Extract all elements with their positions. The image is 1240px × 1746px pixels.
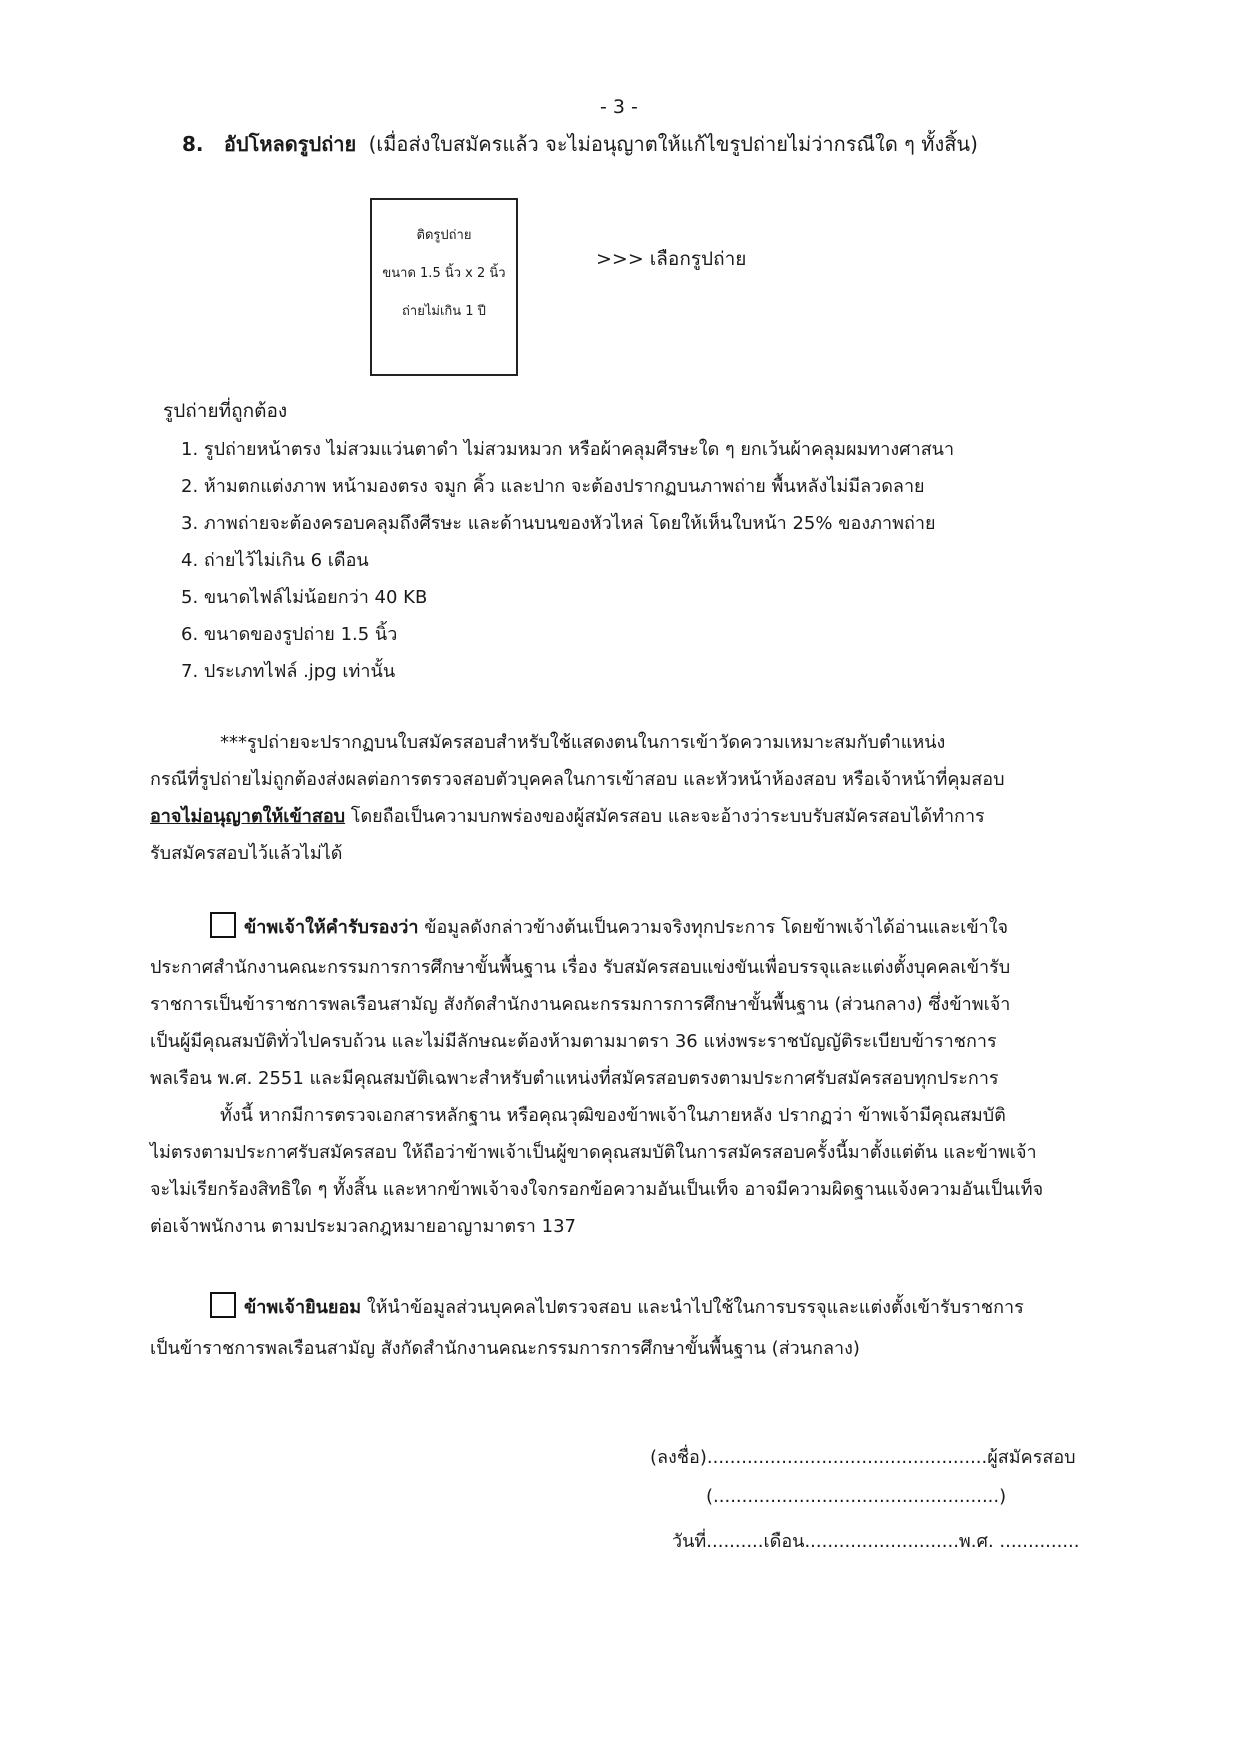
certify-line-rest: ข้อมูลดังกล่าวข้างต้นเป็นความจริงทุกประการ โดยข้าพเจ้าได้อ่านและเข้าใจ <box>418 917 1009 938</box>
warning-line: ***รูปถ่ายจะปรากฏบนใบสมัครสอบสำหรับใช้แสดงตนในการเข้าวัดความเหมาะสมกับตำแหน่ง <box>220 732 946 753</box>
warning-line: รับสมัครสอบไว้แล้วไม่ได้ <box>150 843 343 864</box>
signature-line[interactable]: (ลงชื่อ).................................................ผู้สมัครสอบ <box>650 1447 1076 1468</box>
requirement-item: 6. ขนาดของรูปถ่าย 1.5 นิ้ว <box>181 624 398 645</box>
section-number: 8. <box>182 132 204 156</box>
photo-box-line-2: ขนาด 1.5 นิ้ว x 2 นิ้ว <box>382 266 506 281</box>
photo-box-line-3: ถ่ายไม่เกิน 1 ปี <box>402 304 486 319</box>
requirement-item: 3. ภาพถ่ายจะต้องครอบคลุมถึงศีรษะ และด้านบนของหัวไหล่ โดยให้เห็นใบหน้า 25% ของภาพถ่าย <box>181 513 936 534</box>
requirements-heading: รูปถ่ายที่ถูกต้อง <box>163 400 288 422</box>
consent-line <box>244 1292 1024 1321</box>
certify-line: ประกาศสำนักงานคณะกรรมการการศึกษาขั้นพื้นฐาน เรื่อง รับสมัครสอบแข่งขันเพื่อบรรจุและแต่งตั้งบุคคลเข้ารับ <box>150 957 1011 978</box>
certify-line <box>244 912 1008 941</box>
date-line[interactable]: วันที่..........เดือน...........................พ.ศ. .............. <box>672 1531 1080 1552</box>
certify-line: จะไม่เรียกร้องสิทธิใด ๆ ทั้งสิ้น และหากข้าพเจ้าจงใจกรอกข้อความอันเป็นเท็จ อาจมีความผิดฐานแจ้งความอันเป็นเท็จ <box>150 1179 1044 1200</box>
certify-line: ราชการเป็นข้าราชการพลเรือนสามัญ สังกัดสำนักงานคณะกรรมการการศึกษาขั้นพื้นฐาน (ส่วนกลาง) ซึ่งข้าพเจ้า <box>150 994 1011 1015</box>
certify-label: ข้าพเจ้าให้คำรับรองว่า <box>244 917 419 938</box>
certify-line: ไม่ตรงตามประกาศรับสมัครสอบ ให้ถือว่าข้าพเจ้าเป็นผู้ขาดคุณสมบัติในการสมัครสอบครั้งนี้มาตั้งแต่ต้น และข้าพเจ้า <box>150 1142 1037 1163</box>
choose-photo-link[interactable]: >>> เลือกรูปถ่าย <box>596 248 747 270</box>
name-line[interactable]: (..................................................) <box>706 1486 1007 1507</box>
certify-line: เป็นผู้มีคุณสมบัติทั่วไปครบถ้วน และไม่มีลักษณะต้องห้ามตามมาตรา 36 แห่งพระราชบัญญัติระเบียบข้าราชการ <box>150 1031 997 1052</box>
consent-line: เป็นข้าราชการพลเรือนสามัญ สังกัดสำนักงานคณะกรรมการการศึกษาขั้นพื้นฐาน (ส่วนกลาง) <box>150 1338 860 1359</box>
consent-checkbox[interactable] <box>210 1292 236 1318</box>
photo-upload-box[interactable] <box>370 198 518 376</box>
requirement-item: 5. ขนาดไฟล์ไม่น้อยกว่า 40 KB <box>181 587 428 608</box>
certify-line: พลเรือน พ.ศ. 2551 และมีคุณสมบัติเฉพาะสำหรับตำแหน่งที่สมัครสอบตรงตามประกาศรับสมัครสอบทุกประการ <box>150 1068 999 1089</box>
consent-label: ข้าพเจ้ายินยอม <box>244 1297 362 1318</box>
warning-line: กรณีที่รูปถ่ายไม่ถูกต้องส่งผลต่อการตรวจสอบตัวบุคคลในการเข้าสอบ และหัวหน้าห้องสอบ หรือเจ้าหน้าที่คุมสอบ <box>150 769 1005 790</box>
requirement-item: 1. รูปถ่ายหน้าตรง ไม่สวมแว่นตาดำ ไม่สวมหมวก หรือผ้าคลุมศีรษะใด ๆ ยกเว้นผ้าคลุมผมทางศาสนา <box>181 439 955 460</box>
section-title: อัปโหลดรูปถ่าย <box>223 132 357 156</box>
certify-checkbox[interactable] <box>210 912 236 938</box>
warning-emphasis: อาจไม่อนุญาตให้เข้าสอบ <box>150 806 346 827</box>
requirement-item: 2. ห้ามตกแต่งภาพ หน้ามองตรง จมูก คิ้ว และปาก จะต้องปรากฏบนภาพถ่าย พื้นหลังไม่มีลวดลาย <box>181 476 925 497</box>
photo-box-line-1: ติดรูปถ่าย <box>416 228 472 243</box>
consent-line-rest: ให้นำข้อมูลส่วนบุคคลไปตรวจสอบ และนำไปใช้ในการบรรจุและแต่งตั้งเข้ารับราชการ <box>361 1297 1024 1318</box>
page-number: - 3 - <box>600 96 638 118</box>
certify-line: ทั้งนี้ หากมีการตรวจเอกสารหลักฐาน หรือคุณวุฒิของข้าพเจ้าในภายหลัง ปรากฏว่า ข้าพเจ้ามีคุณสมบัติ <box>220 1105 1006 1126</box>
section-note: (เมื่อส่งใบสมัครแล้ว จะไม่อนุญาตให้แก้ไขรูปถ่ายไม่ว่ากรณีใด ๆ ทั้งสิ้น) <box>368 132 978 156</box>
requirement-item: 4. ถ่ายไว้ไม่เกิน 6 เดือน <box>181 550 369 571</box>
section-8-heading <box>182 128 978 160</box>
warning-line <box>150 801 985 830</box>
warning-line-rest: โดยถือเป็นความบกพร่องของผู้สมัครสอบ และจะอ้างว่าระบบรับสมัครสอบได้ทำการ <box>345 806 985 827</box>
certify-line: ต่อเจ้าพนักงาน ตามประมวลกฎหมายอาญามาตรา 137 <box>150 1216 576 1237</box>
requirement-item: 7. ประเภทไฟล์ .jpg เท่านั้น <box>181 661 396 682</box>
